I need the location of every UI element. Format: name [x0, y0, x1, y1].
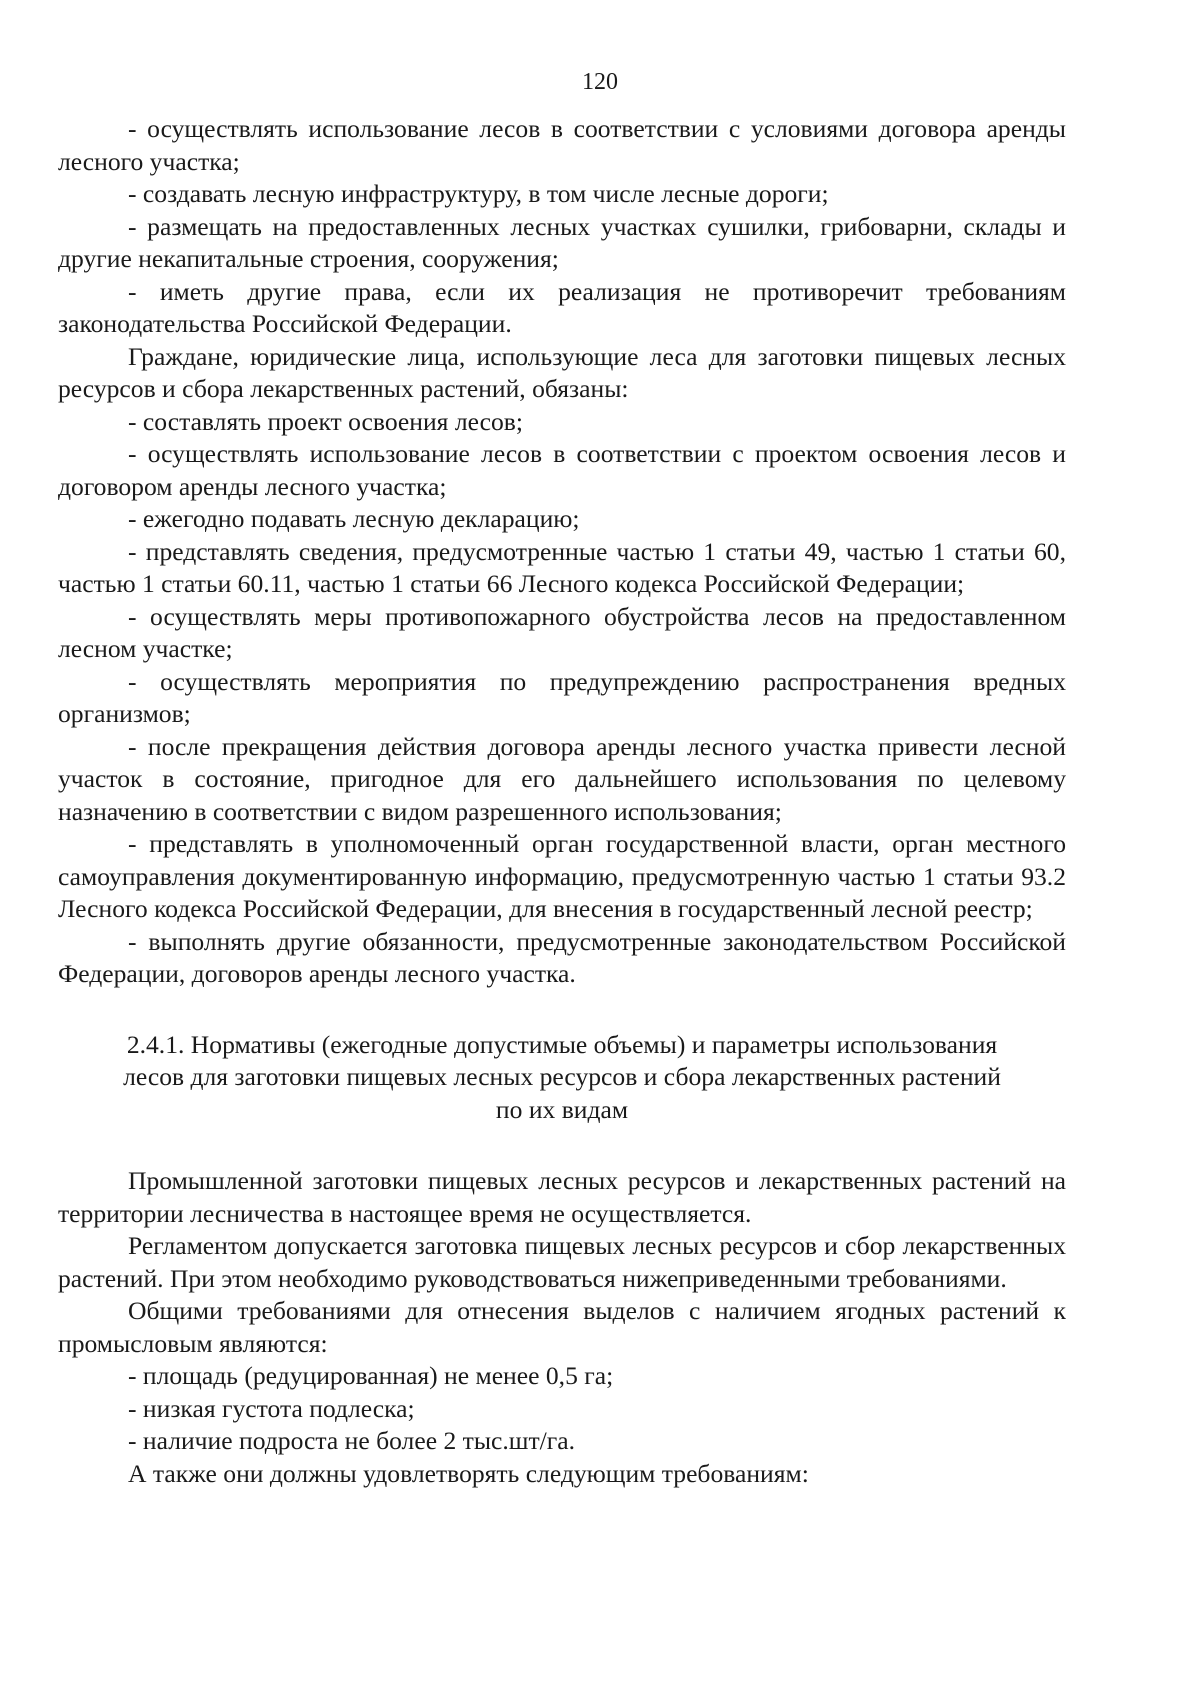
page-number: 120 — [582, 69, 618, 95]
paragraph: - площадь (редуцированная) не менее 0,5 га; — [128, 1361, 614, 1390]
paragraph: Регламентом допускается заготовка пищевых лесных ресурсов и сбор лекарственных растений. При этом необходимо руководствоваться нижеприведенными требованиями. — [58, 1231, 1066, 1293]
section-heading-line: 2.4.1. Нормативы (ежегодные допустимые объемы) и параметры использования — [126, 1029, 998, 1059]
paragraph: - создавать лесную инфраструктуру, в том числе лесные дороги; — [128, 179, 829, 208]
section-heading — [58, 1029, 1066, 1127]
paragraph: - осуществлять использование лесов в соответствии с условиями договора аренды лесного участка; — [58, 114, 1066, 176]
section-heading-line: лесов для заготовки пищевых лесных ресурсов и сбора лекарственных растений — [123, 1062, 1001, 1091]
paragraph: - иметь другие права, если их реализация не противоречит требованиям законодательства Российской Федерации. — [58, 276, 1066, 338]
paragraph: - представлять сведения, предусмотренные частью 1 статьи 49, частью 1 статьи 60, частью 1 статьи 60.11, частью 1 статьи 66 Лесного кодекса Российской Федерации; — [58, 536, 1066, 598]
paragraph: - после прекращения действия договора аренды лесного участка привести лесной участок в состояние, пригодное для его дальнейшего использования по целевому назначению в соответствии с видом разрешенного использования; — [58, 731, 1066, 826]
paragraph: - осуществлять меры противопожарного обустройства лесов на предоставленном лесном участке; — [58, 601, 1066, 663]
paragraph: А также они должны удовлетворять следующим требованиям: — [128, 1458, 809, 1488]
section-heading-line: по их видам — [495, 1094, 629, 1124]
paragraph: - наличие подроста не более 2 тыс.шт/га. — [128, 1426, 576, 1455]
paragraph: - осуществлять мероприятия по предупреждению распространения вредных организмов; — [58, 666, 1066, 728]
paragraph: Промышленной заготовки пищевых лесных ресурсов и лекарственных растений на территории лесничества в настоящее время не осуществляется. — [58, 1166, 1066, 1228]
paragraph: - размещать на предоставленных лесных участках сушилки, грибоварни, склады и другие некапитальные строения, сооружения; — [58, 211, 1066, 273]
document-body — [58, 113, 1066, 1490]
paragraph: Общими требованиями для отнесения выделов с наличием ягодных растений к промысловым являются: — [58, 1296, 1066, 1358]
paragraph: - ежегодно подавать лесную декларацию; — [128, 504, 580, 533]
paragraph: - составлять проект освоения лесов; — [128, 406, 523, 436]
paragraph: - низкая густота подлеска; — [128, 1393, 415, 1423]
paragraph: - представлять в уполномоченный орган государственной власти, орган местного самоуправления документированную информацию, предусмотренную частью 1 статьи 93.2 Лесного кодекса Российской Федерации, для внесения в государственный лесной реестр; — [58, 829, 1066, 923]
paragraph: - осуществлять использование лесов в соответствии с проектом освоения лесов и договором аренды лесного участка; — [58, 439, 1066, 501]
paragraph: Граждане, юридические лица, использующие леса для заготовки пищевых лесных ресурсов и сбора лекарственных растений, обязаны: — [58, 341, 1066, 403]
paragraph: - выполнять другие обязанности, предусмотренные законодательством Российской Федерации, договоров аренды лесного участка. — [58, 926, 1066, 988]
